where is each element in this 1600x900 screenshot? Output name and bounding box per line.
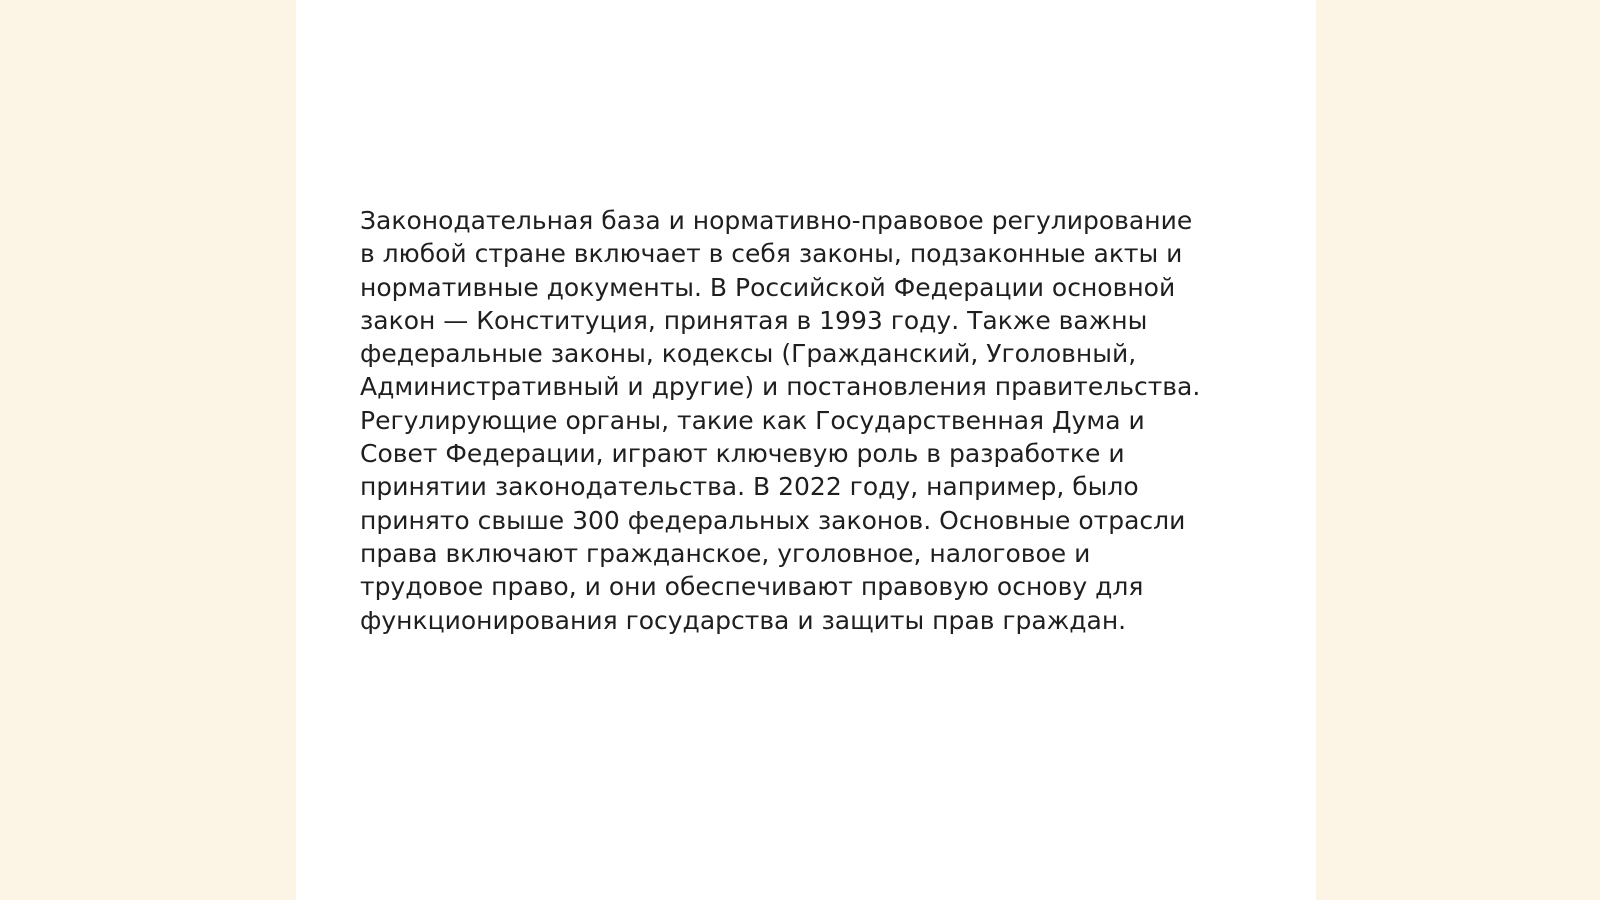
paragraph-line: Законодательная база и нормативно-правовое регулирование xyxy=(360,206,1193,235)
paragraph-line: Административный и другие) и постановления правительства. xyxy=(360,372,1201,402)
document-page xyxy=(296,0,1316,900)
paragraph-line: Регулирующие органы, такие как Государственная Дума и xyxy=(360,405,1145,435)
body-paragraph xyxy=(360,204,1240,637)
paragraph-line: Совет Федерации, играют ключевую роль в разработке и xyxy=(360,439,1125,469)
paragraph-line: принято свыше 300 федеральных законов. Основные отрасли xyxy=(360,505,1186,535)
paragraph-line: функционирования государства и защиты прав граждан. xyxy=(360,605,1127,635)
paragraph-line: нормативные документы. В Российской Федерации основной xyxy=(360,272,1176,302)
paragraph-line: федеральные законы, кодексы (Гражданский, Уголовный, xyxy=(360,339,1137,369)
paragraph-line: закон — Конституция, принятая в 1993 году. Также важны xyxy=(360,305,1148,335)
paragraph-line: права включают гражданское, уголовное, налоговое и xyxy=(360,538,1091,568)
paragraph-line: трудовое право, и они обеспечивают правовую основу для xyxy=(360,572,1144,602)
paragraph-line: принятии законодательства. В 2022 году, например, было xyxy=(360,472,1139,502)
paragraph-line: в любой стране включает в себя законы, подзаконные акты и xyxy=(360,239,1183,269)
